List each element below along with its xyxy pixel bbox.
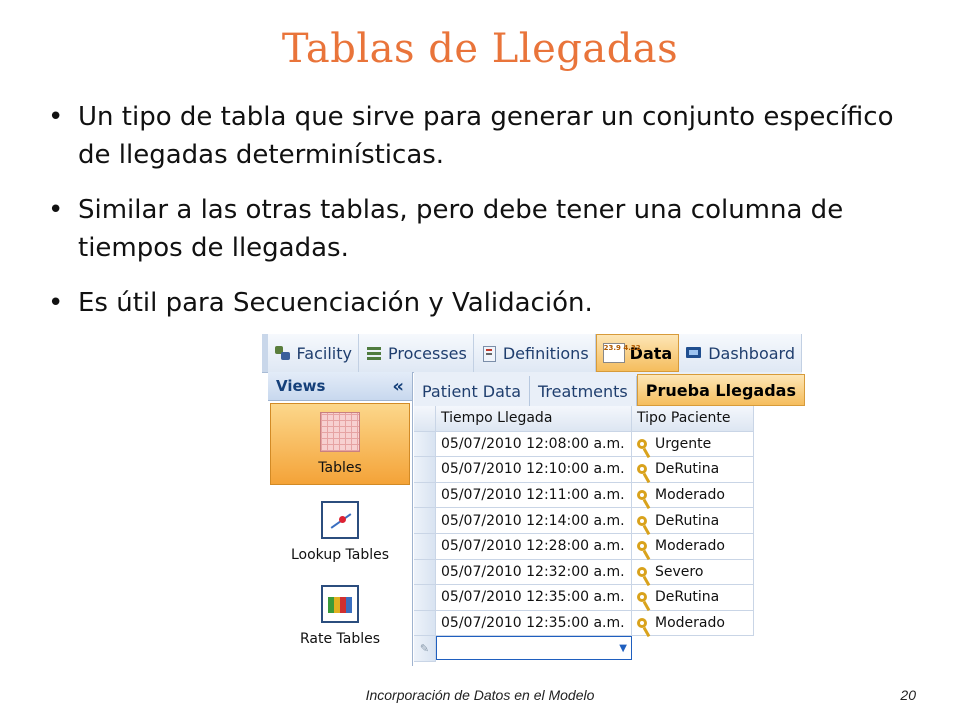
key-icon (637, 439, 647, 449)
column-header-tipo-paciente[interactable]: Tipo Paciente (632, 406, 754, 432)
definitions-icon (480, 344, 498, 362)
row-selector[interactable] (414, 432, 436, 458)
table-row[interactable] (414, 432, 802, 458)
bullet-list (48, 98, 928, 339)
cell-tipo-paciente[interactable] (632, 508, 754, 534)
footer-caption: Incorporación de Datos en el Modelo (365, 687, 595, 703)
tab-processes[interactable] (359, 334, 474, 372)
key-icon (637, 464, 647, 474)
tab-data[interactable] (596, 334, 680, 372)
tipo-paciente-value: DeRutina (655, 461, 720, 478)
table-row[interactable] (414, 560, 802, 586)
row-selector[interactable] (414, 585, 436, 611)
key-icon (637, 516, 647, 526)
grid-header-row (414, 406, 802, 432)
tab-label: Facility (296, 343, 352, 363)
new-row (414, 636, 802, 662)
key-icon (637, 592, 647, 602)
key-icon (637, 618, 647, 628)
key-icon (637, 567, 647, 577)
tab-label: Definitions (502, 343, 589, 363)
table-row[interactable] (414, 457, 802, 483)
row-selector[interactable] (414, 457, 436, 483)
cell-tiempo-llegada[interactable]: 05/07/2010 12:35:00 a.m. (436, 611, 632, 637)
cell-tipo-paciente[interactable] (632, 457, 754, 483)
collapse-button[interactable]: « (392, 375, 404, 397)
new-row-time-input[interactable] (436, 636, 632, 660)
tipo-paciente-value: Moderado (655, 615, 725, 632)
cell-tiempo-llegada[interactable]: 05/07/2010 12:08:00 a.m. (436, 432, 632, 458)
tab-treatments[interactable]: Treatments (530, 376, 637, 406)
table-row[interactable] (414, 483, 802, 509)
slide-title: Tablas de Llegadas (281, 26, 679, 72)
data-grid (414, 406, 802, 666)
view-item-lookup-tables[interactable] (268, 487, 412, 571)
cell-tipo-paciente[interactable] (632, 585, 754, 611)
cell-tipo-paciente[interactable] (632, 534, 754, 560)
key-icon (637, 490, 647, 500)
view-item-tables[interactable] (270, 403, 410, 485)
view-item-label: Rate Tables (299, 631, 381, 647)
cell-tipo-paciente[interactable] (632, 611, 754, 637)
tables-icon (320, 412, 360, 452)
grid-body (414, 432, 802, 637)
cell-tiempo-llegada[interactable]: 05/07/2010 12:32:00 a.m. (436, 560, 632, 586)
new-row-icon: ✎ (414, 636, 436, 662)
cell-tipo-paciente[interactable] (632, 483, 754, 509)
table-row[interactable] (414, 508, 802, 534)
tipo-paciente-value: Moderado (655, 538, 725, 555)
table-row[interactable] (414, 534, 802, 560)
cell-tiempo-llegada[interactable]: 05/07/2010 12:28:00 a.m. (436, 534, 632, 560)
cell-tipo-paciente[interactable] (632, 432, 754, 458)
row-selector[interactable] (414, 560, 436, 586)
app-screenshot (262, 334, 802, 666)
view-item-label: Tables (318, 460, 362, 476)
row-selector[interactable] (414, 534, 436, 560)
tipo-paciente-value: Moderado (655, 487, 725, 504)
cell-tiempo-llegada[interactable]: 05/07/2010 12:35:00 a.m. (436, 585, 632, 611)
cell-tiempo-llegada[interactable]: 05/07/2010 12:11:00 a.m. (436, 483, 632, 509)
cell-tiempo-llegada[interactable]: 05/07/2010 12:14:00 a.m. (436, 508, 632, 534)
tipo-paciente-value: Severo (655, 563, 704, 580)
row-selector-header[interactable] (414, 406, 436, 432)
rate-tables-icon (321, 585, 359, 623)
facility-icon (274, 344, 292, 362)
tipo-paciente-value: DeRutina (655, 512, 720, 529)
view-item-label: Lookup Tables (290, 547, 390, 563)
ribbon-tab-bar (262, 334, 802, 373)
tab-patient-data[interactable]: Patient Data (414, 376, 530, 406)
table-row[interactable] (414, 611, 802, 637)
dropdown-arrow-icon[interactable]: ▼ (619, 642, 627, 654)
key-icon (637, 541, 647, 551)
bullet-item: • Es útil para Secuenciación y Validación. (48, 284, 928, 322)
tab-dashboard[interactable] (679, 334, 802, 372)
tab-definitions[interactable] (474, 334, 596, 372)
views-title: Views (276, 377, 326, 395)
dashboard-icon (685, 344, 703, 362)
tab-label: Dashboard (708, 343, 795, 363)
bullet-item: • Un tipo de tabla que sirve para generar un conjunto específico de llegadas determinísticas. (48, 98, 928, 174)
table-tab-bar (414, 372, 802, 407)
column-header-tiempo-llegada[interactable]: Tiempo Llegada (436, 406, 632, 432)
tipo-paciente-value: Urgente (655, 435, 712, 452)
data-icon: 23.9 4.32 (603, 343, 625, 363)
cell-tiempo-llegada[interactable]: 05/07/2010 12:10:00 a.m. (436, 457, 632, 483)
table-row[interactable] (414, 585, 802, 611)
views-header (268, 372, 412, 401)
tab-prueba-llegadas[interactable]: Prueba Llegadas (637, 374, 805, 406)
view-item-rate-tables[interactable] (268, 571, 412, 655)
tab-label: Processes (387, 343, 467, 363)
tipo-paciente-value: DeRutina (655, 589, 720, 606)
lookup-tables-icon (321, 501, 359, 539)
processes-icon (365, 344, 383, 362)
cell-tipo-paciente[interactable] (632, 560, 754, 586)
tab-facility[interactable] (268, 334, 359, 372)
bullet-item: • Similar a las otras tablas, pero debe tener una columna de tiempos de llegadas. (48, 191, 928, 267)
page-number: 20 (900, 687, 916, 703)
tab-label: Data (629, 343, 673, 363)
row-selector[interactable] (414, 483, 436, 509)
row-selector[interactable] (414, 611, 436, 637)
row-selector[interactable] (414, 508, 436, 534)
views-panel (268, 372, 413, 666)
